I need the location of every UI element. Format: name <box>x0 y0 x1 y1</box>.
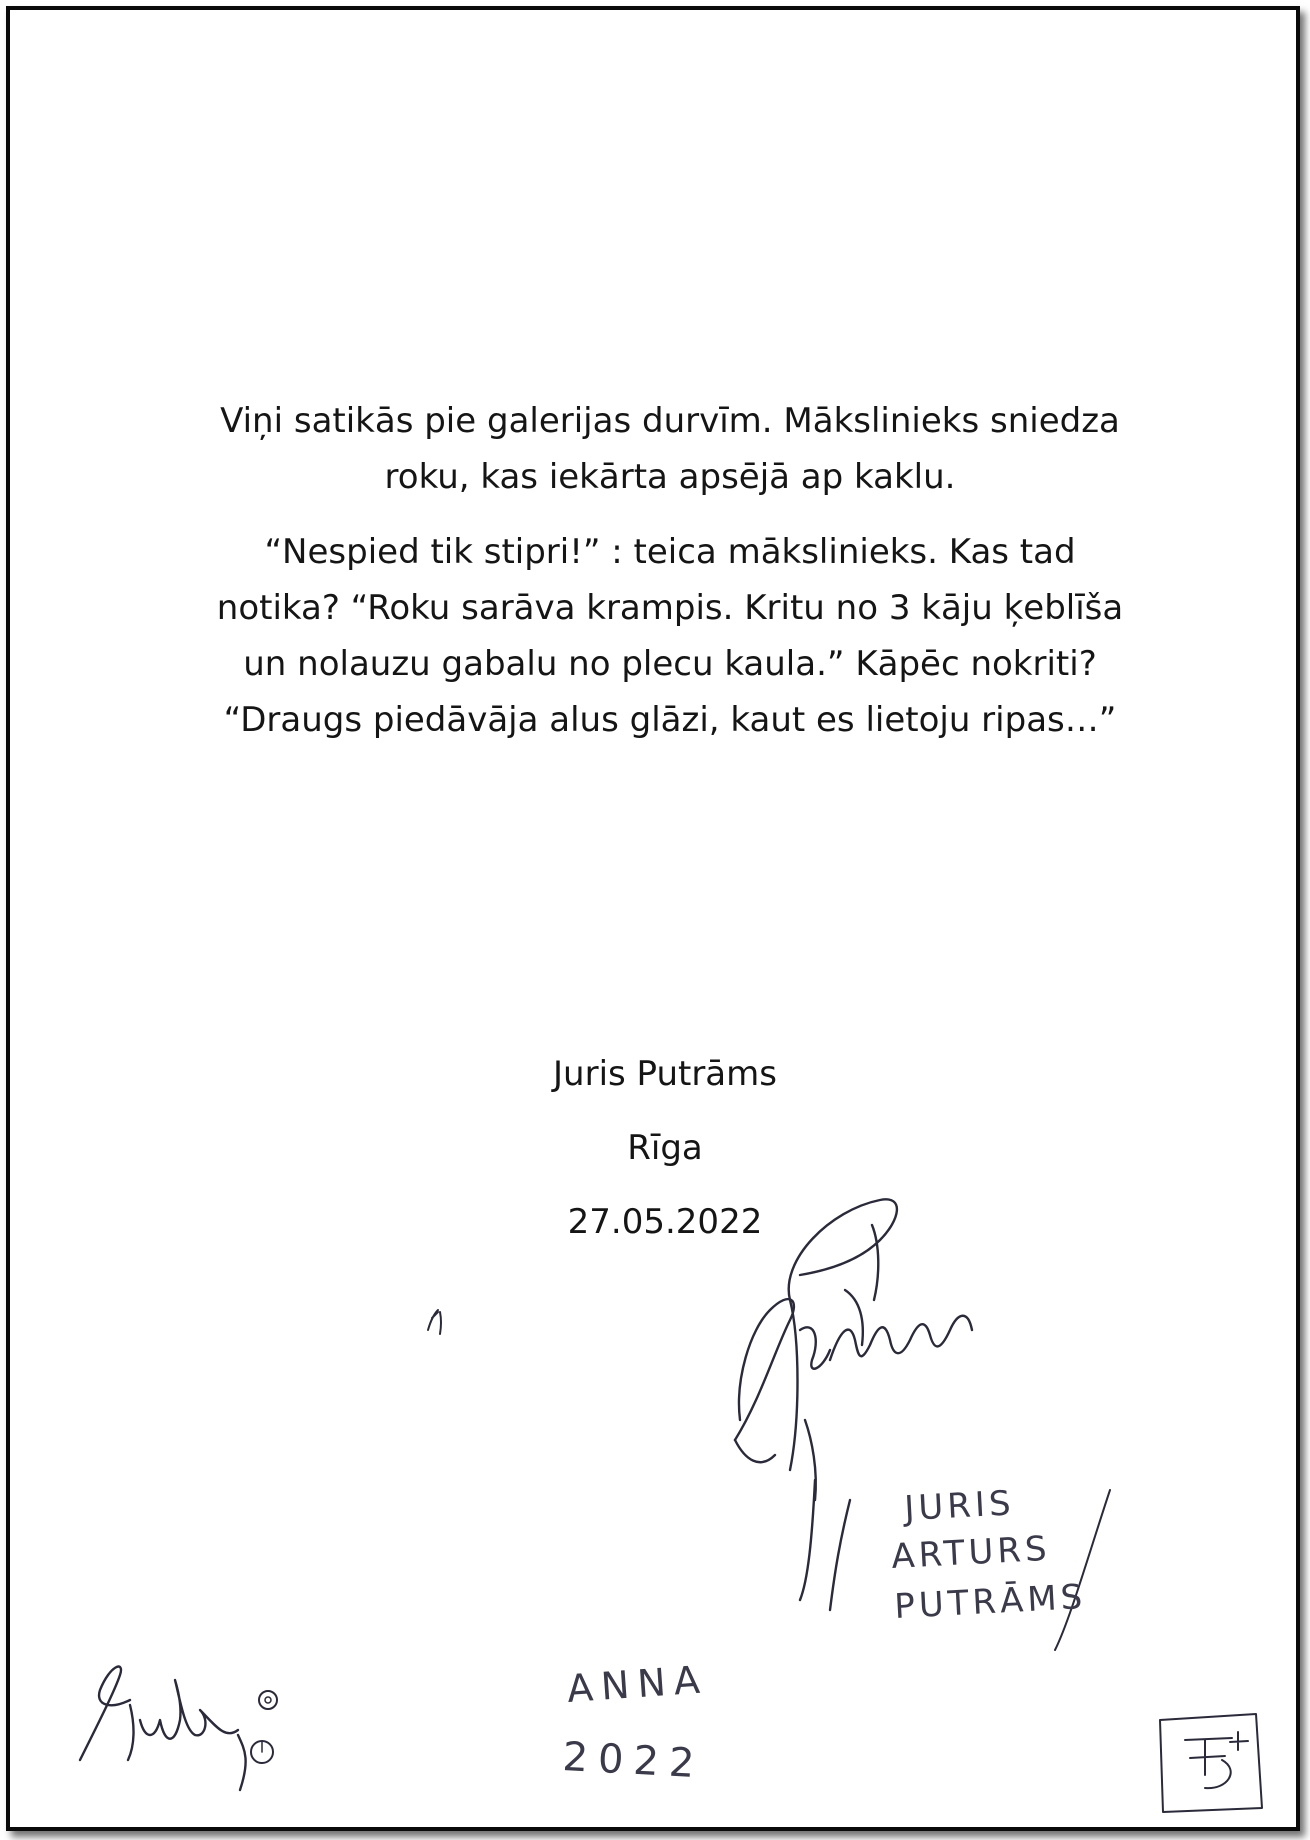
witness-note-line-2: 2022 <box>561 1734 706 1788</box>
handwritten-name-1: JURIS <box>903 1483 1016 1529</box>
handwritten-name-3: PUTRĀMS <box>893 1576 1088 1627</box>
author-name: Juris Putrāms <box>553 1054 777 1094</box>
handwritten-name-2: ARTURS <box>890 1528 1052 1577</box>
page-frame <box>6 6 1300 1831</box>
story-paragraph-1: Viņi satikās pie galerijas durvīm. Mākslinieks sniedza roku, kas iekārta apsējā ap kaklu. <box>220 401 1120 497</box>
date: 27.05.2022 <box>567 1202 763 1242</box>
witness-note-line-1: ANNA <box>565 1657 710 1711</box>
place: Rīga <box>627 1128 703 1168</box>
story-paragraph-2: “Nespied tik stipri!” : teica mākslinieks. Kas tad notika? “Roku sarāva krampis. Kritu no 3 kāju ķeblīša un nolauzu gabalu no plecu kaula.” Kāpēc nokriti? “Draugs piedāvāja alus glāzi, kaut es lietoju ripas…” <box>216 532 1124 740</box>
